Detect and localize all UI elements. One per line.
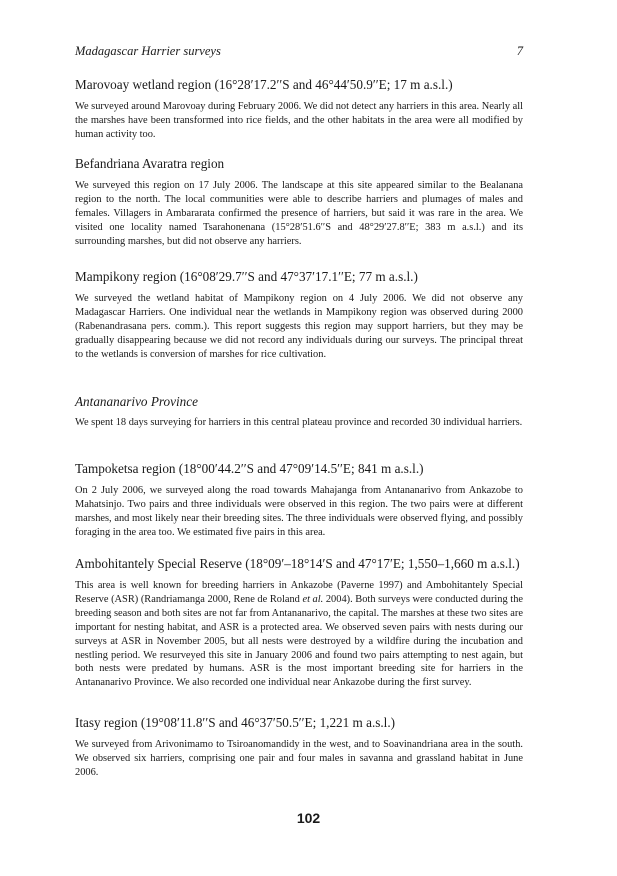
body-text: This area is well known for breeding harriers in Ankazobe (Paverne 1997) and Ambohitantely Special Reserve (ASR) (Randriamanga 2000, Rene de Roland (75, 580, 523, 605)
page-number: 102 (296, 810, 321, 826)
section-ambohitantely (75, 556, 523, 690)
section-antananarivo-province (75, 394, 523, 430)
province-heading: Antananarivo Province (75, 394, 198, 409)
section-mampikony (75, 269, 523, 362)
section-body: We surveyed around Marovoay during February 2006. We did not detect any harriers in this area. Nearly all the marshes have been transformed into rice fields, and the other habitats in the area were all modified by human activity too. (75, 101, 523, 140)
section-body (75, 579, 523, 690)
section-body: We surveyed from Arivonimamo to Tsiroanomandidy in the west, and to Soavinandriana area in the south. We observed six harriers, comprising one pair and four males in savanna and grassland habitat in June 2006. (75, 739, 523, 778)
section-heading: Mampikony region (16°08′29.7′′S and 47°37′17.1′′E; 77 m a.s.l.) (75, 269, 418, 284)
section-heading: Marovoay wetland region (16°28′17.2′′S and 46°44′50.9′′E; 17 m a.s.l.) (75, 77, 453, 92)
section-body: We surveyed this region on 17 July 2006. The landscape at this site appeared similar to the Bealanana region to the north. The local communities were able to describe harriers and plumages of males and females. Villagers in Ambararata confirmed the presence of harriers, but said it was rare in the area. We visited one locality named Tsarahonenana (15°28′51.6′′S and 48°29′27.8′′E; 383 m a.s.l.) and its surrounding marshes, but did not observe any harriers. (75, 180, 523, 247)
running-header (75, 44, 523, 59)
section-heading: Befandriana Avaratra region (75, 156, 225, 171)
section-heading: Tampoketsa region (18°00′44.2′′S and 47°09′14.5′′E; 841 m a.s.l.) (75, 461, 424, 476)
section-itasy (75, 715, 523, 780)
section-body: We surveyed the wetland habitat of Mampikony region on 4 July 2006. We did not observe any Madagascar Harriers. One individual near the wetlands in Mampikony region was observed during 2000 (Rabenandrasana pers. comm.). This report suggests this region may support harriers, but they may be gradually disappearing because we did not record any individuals during our surveys. The principal threat to the wetlands is conversion of marshes for rice cultivation. (75, 293, 523, 360)
body-italic: et al. (302, 593, 324, 605)
running-title: Madagascar Harrier surveys (75, 44, 221, 58)
section-befandriana (75, 156, 523, 249)
section-body: We spent 18 days surveying for harriers in this central plateau province and recorded 30 individual harriers. (75, 417, 523, 428)
section-marovoay (75, 77, 523, 142)
body-text: 2004). Both surveys were conducted during the breeding season and both sites are not far from Antananarivo, the capital. The marshes at these two sites are important for nesting habitat, and ASR is a protected area. We observed seven pairs with nests during our surveys at ASR in November 2005, but all nests were destroyed by a wildfire during the incubation and nestling period. We resurveyed this site in January 2006 and found two pairs attempting to nest again, but both nests were predated by humans. ASR is the most important breeding site for harriers in the Antananarivo Province. We also recorded one individual near Ankazobe during the first survey. (75, 593, 524, 689)
section-body: On 2 July 2006, we surveyed along the road towards Mahajanga from Antananarivo from Ankazobe to Mahatsinjo. Two pairs and three individuals were observed in this region. The two pairs were at different marshes, and most likely near their breeding sites. The three individuals were observed flying, and possibly foraging in the area too. We estimated five pairs in this area. (75, 485, 523, 538)
journal-page-number: 7 (516, 44, 523, 58)
section-heading: Ambohitantely Special Reserve (18°09′–18°14′S and 47°17′E; 1,550–1,660 m a.s.l.) (75, 556, 520, 571)
section-tampoketsa (75, 461, 523, 540)
section-heading: Itasy region (19°08′11.8′′S and 46°37′50.5′′E; 1,221 m a.s.l.) (75, 715, 396, 730)
